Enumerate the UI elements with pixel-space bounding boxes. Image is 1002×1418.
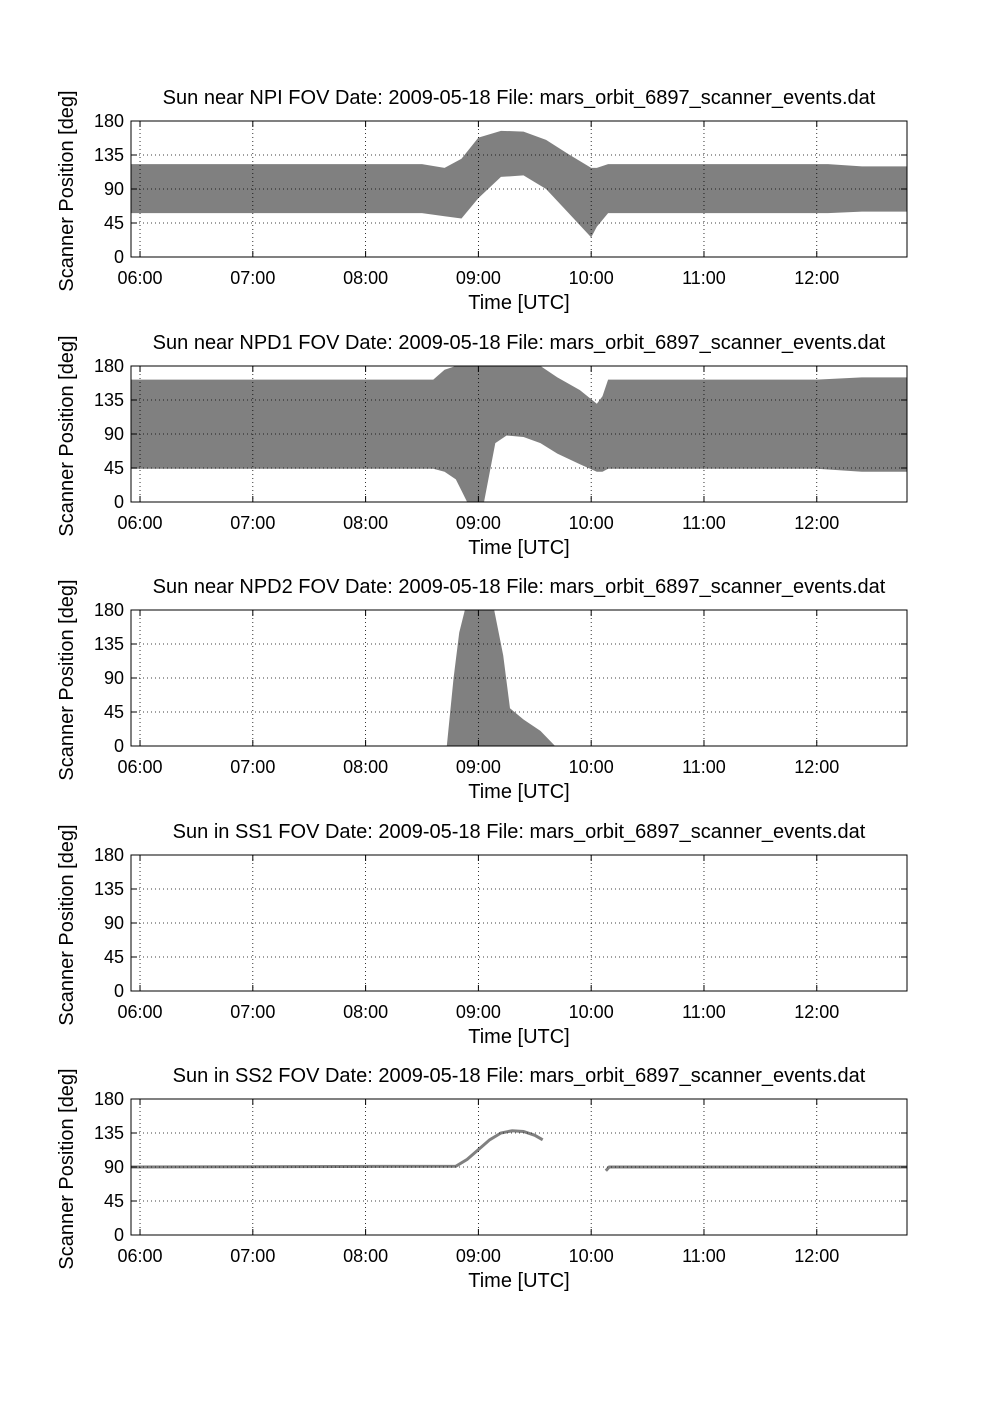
y-tick-label: 45 bbox=[103, 702, 124, 722]
y-tick-label: 135 bbox=[93, 145, 124, 165]
y-axis-label: Scanner Position [deg] bbox=[56, 335, 78, 537]
x-tick-label: 09:00 bbox=[455, 513, 501, 533]
x-axis-label: Time [UTC] bbox=[468, 781, 570, 803]
x-axis-label: Time [UTC] bbox=[468, 1026, 570, 1048]
x-tick-label: 12:00 bbox=[794, 1246, 840, 1266]
y-tick-label: 90 bbox=[103, 424, 124, 444]
x-tick-label: 10:00 bbox=[568, 513, 614, 533]
chart-title: Sun near NPD2 FOV Date: 2009-05-18 File: mars_orbit_6897_scanner_events.dat bbox=[152, 576, 886, 598]
x-tick-label: 10:00 bbox=[568, 1002, 614, 1022]
x-tick-label: 09:00 bbox=[455, 757, 501, 777]
y-axis-label: Scanner Position [deg] bbox=[56, 824, 78, 1026]
x-tick-label: 06:00 bbox=[117, 1002, 163, 1022]
x-tick-label: 06:00 bbox=[117, 757, 163, 777]
y-tick-label: 180 bbox=[93, 111, 124, 131]
x-axis-label: Time [UTC] bbox=[468, 292, 570, 314]
x-axis-label: Time [UTC] bbox=[468, 1270, 570, 1292]
y-tick-label: 45 bbox=[103, 947, 124, 967]
x-tick-label: 11:00 bbox=[682, 1246, 726, 1266]
x-tick-label: 08:00 bbox=[343, 268, 389, 288]
x-tick-label: 09:00 bbox=[455, 268, 501, 288]
y-tick-label: 0 bbox=[113, 1225, 124, 1245]
x-tick-label: 06:00 bbox=[117, 1246, 163, 1266]
x-tick-label: 12:00 bbox=[794, 757, 840, 777]
x-tick-label: 06:00 bbox=[117, 268, 163, 288]
x-tick-label: 09:00 bbox=[455, 1002, 501, 1022]
y-tick-label: 0 bbox=[113, 492, 124, 512]
x-tick-label: 07:00 bbox=[230, 757, 276, 777]
x-tick-label: 10:00 bbox=[568, 1246, 614, 1266]
y-tick-label: 0 bbox=[113, 247, 124, 267]
x-tick-label: 08:00 bbox=[343, 757, 389, 777]
y-tick-label: 0 bbox=[113, 736, 124, 756]
x-tick-label: 10:00 bbox=[568, 757, 614, 777]
x-tick-label: 07:00 bbox=[230, 513, 276, 533]
y-tick-label: 90 bbox=[103, 1157, 124, 1177]
y-axis-label: Scanner Position [deg] bbox=[56, 90, 78, 292]
x-tick-label: 07:00 bbox=[230, 268, 276, 288]
y-tick-label: 180 bbox=[93, 600, 124, 620]
x-tick-label: 08:00 bbox=[343, 513, 389, 533]
y-tick-label: 180 bbox=[93, 1089, 124, 1109]
x-tick-label: 11:00 bbox=[682, 268, 726, 288]
x-tick-label: 11:00 bbox=[682, 1002, 726, 1022]
chart-title: Sun near NPD1 FOV Date: 2009-05-18 File: mars_orbit_6897_scanner_events.dat bbox=[152, 332, 886, 354]
y-tick-label: 180 bbox=[93, 845, 124, 865]
y-axis-label: Scanner Position [deg] bbox=[56, 1068, 78, 1270]
chart-panel-3 bbox=[56, 576, 907, 803]
x-tick-label: 12:00 bbox=[794, 268, 840, 288]
x-tick-label: 08:00 bbox=[343, 1002, 389, 1022]
chart-panel-5 bbox=[56, 1065, 907, 1292]
scanner-position-area bbox=[131, 131, 907, 238]
chart-title: Sun in SS2 FOV Date: 2009-05-18 File: mars_orbit_6897_scanner_events.dat bbox=[172, 1065, 866, 1087]
chart-title: Sun near NPI FOV Date: 2009-05-18 File: mars_orbit_6897_scanner_events.dat bbox=[162, 87, 876, 109]
y-tick-label: 135 bbox=[93, 390, 124, 410]
chart-panel-4 bbox=[56, 821, 907, 1048]
x-tick-label: 12:00 bbox=[794, 513, 840, 533]
y-tick-label: 90 bbox=[103, 913, 124, 933]
y-tick-label: 135 bbox=[93, 1123, 124, 1143]
y-tick-label: 90 bbox=[103, 668, 124, 688]
y-tick-label: 45 bbox=[103, 1191, 124, 1211]
x-tick-label: 10:00 bbox=[568, 268, 614, 288]
y-tick-label: 45 bbox=[103, 213, 124, 233]
y-axis-label: Scanner Position [deg] bbox=[56, 579, 78, 781]
x-tick-label: 06:00 bbox=[117, 513, 163, 533]
scanner-position-line-segment-1 bbox=[131, 1131, 543, 1167]
x-tick-label: 07:00 bbox=[230, 1246, 276, 1266]
scanner-position-line-segment-2 bbox=[606, 1167, 907, 1171]
x-tick-label: 11:00 bbox=[682, 513, 726, 533]
chart-panel-2 bbox=[56, 332, 907, 559]
x-tick-label: 09:00 bbox=[455, 1246, 501, 1266]
y-tick-label: 0 bbox=[113, 981, 124, 1001]
y-tick-label: 135 bbox=[93, 879, 124, 899]
x-tick-label: 12:00 bbox=[794, 1002, 840, 1022]
chart-title: Sun in SS1 FOV Date: 2009-05-18 File: mars_orbit_6897_scanner_events.dat bbox=[172, 821, 866, 843]
chart-panel-1 bbox=[56, 87, 907, 314]
x-tick-label: 11:00 bbox=[682, 757, 726, 777]
y-tick-label: 90 bbox=[103, 179, 124, 199]
y-tick-label: 180 bbox=[93, 356, 124, 376]
x-tick-label: 08:00 bbox=[343, 1246, 389, 1266]
y-tick-label: 135 bbox=[93, 634, 124, 654]
y-tick-label: 45 bbox=[103, 458, 124, 478]
x-axis-label: Time [UTC] bbox=[468, 537, 570, 559]
x-tick-label: 07:00 bbox=[230, 1002, 276, 1022]
